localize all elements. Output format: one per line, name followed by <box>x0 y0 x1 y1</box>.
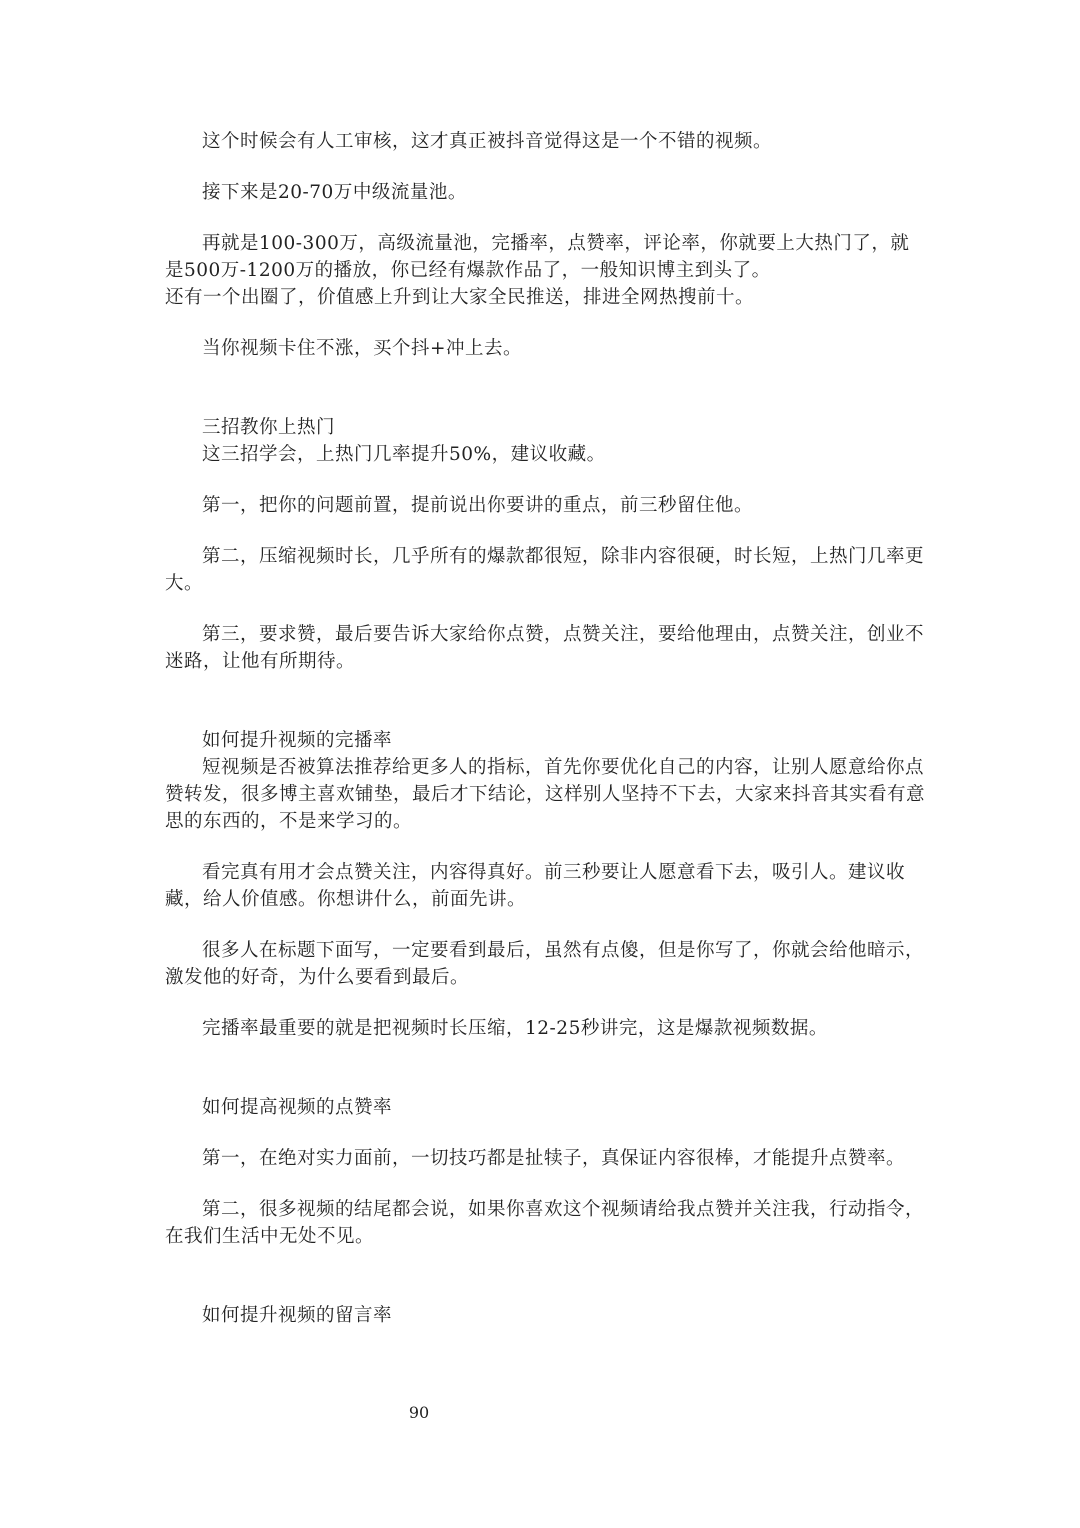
paragraph: 接下来是20-70万中级流量池。 <box>202 182 467 203</box>
paragraph: 第一，在绝对实力面前，一切技巧都是扯犊子，真保证内容很棒，才能提升点赞率。 <box>202 1148 906 1169</box>
paragraph: 再就是100-300万，高级流量池，完播率，点赞率，评论率，你就要上大热门了，就是500万-1200万的播放，你已经有爆款作品了，一般知识博主到头了。 <box>165 233 910 281</box>
paragraph: 第一，把你的问题前置，提前说出你要讲的重点，前三秒留住他。 <box>202 495 754 516</box>
section-heading: 如何提升视频的留言率 <box>202 1305 393 1326</box>
paragraph: 这三招学会，上热门几率提升50%，建议收藏。 <box>202 444 606 465</box>
paragraph: 还有一个出圈了，价值感上升到让大家全民推送，排进全网热搜前十。 <box>165 287 755 308</box>
paragraph: 第三，要求赞，最后要告诉大家给你点赞，点赞关注，要给他理由，点赞关注，创业不迷路，让他有所期待。 <box>165 624 925 672</box>
paragraph: 完播率最重要的就是把视频时长压缩，12-25秒讲完，这是爆款视频数据。 <box>202 1018 828 1039</box>
page-number: 90 <box>408 1403 430 1422</box>
paragraph: 第二，很多视频的结尾都会说，如果你喜欢这个视频请给我点赞并关注我，行动指令，在我们生活中无处不见。 <box>165 1199 925 1247</box>
paragraph: 看完真有用才会点赞关注，内容得真好。前三秒要让人愿意看下去，吸引人。建议收藏，给人价值感。你想讲什么，前面先讲。 <box>165 862 906 910</box>
section-heading: 三招教你上热门 <box>202 417 336 438</box>
section-heading: 如何提升视频的完播率 <box>202 730 393 751</box>
paragraph: 当你视频卡住不涨，买个抖+冲上去。 <box>202 338 523 359</box>
page-body <box>165 128 925 1329</box>
paragraph: 短视频是否被算法推荐给更多人的指标，首先你要优化自己的内容，让别人愿意给你点赞转发，很多博主喜欢铺垫，最后才下结论，这样别人坚持不下去，大家来抖音其实看有意思的东西的，不是来学习的。 <box>165 757 926 832</box>
paragraph: 这个时候会有人工审核，这才真正被抖音觉得这是一个不错的视频。 <box>202 131 773 152</box>
paragraph: 很多人在标题下面写，一定要看到最后，虽然有点傻，但是你写了，你就会给他暗示，激发他的好奇，为什么要看到最后。 <box>165 940 925 988</box>
paragraph: 第二，压缩视频时长，几乎所有的爆款都很短，除非内容很硬，时长短，上热门几率更大。 <box>165 546 925 594</box>
section-heading: 如何提高视频的点赞率 <box>202 1097 393 1118</box>
